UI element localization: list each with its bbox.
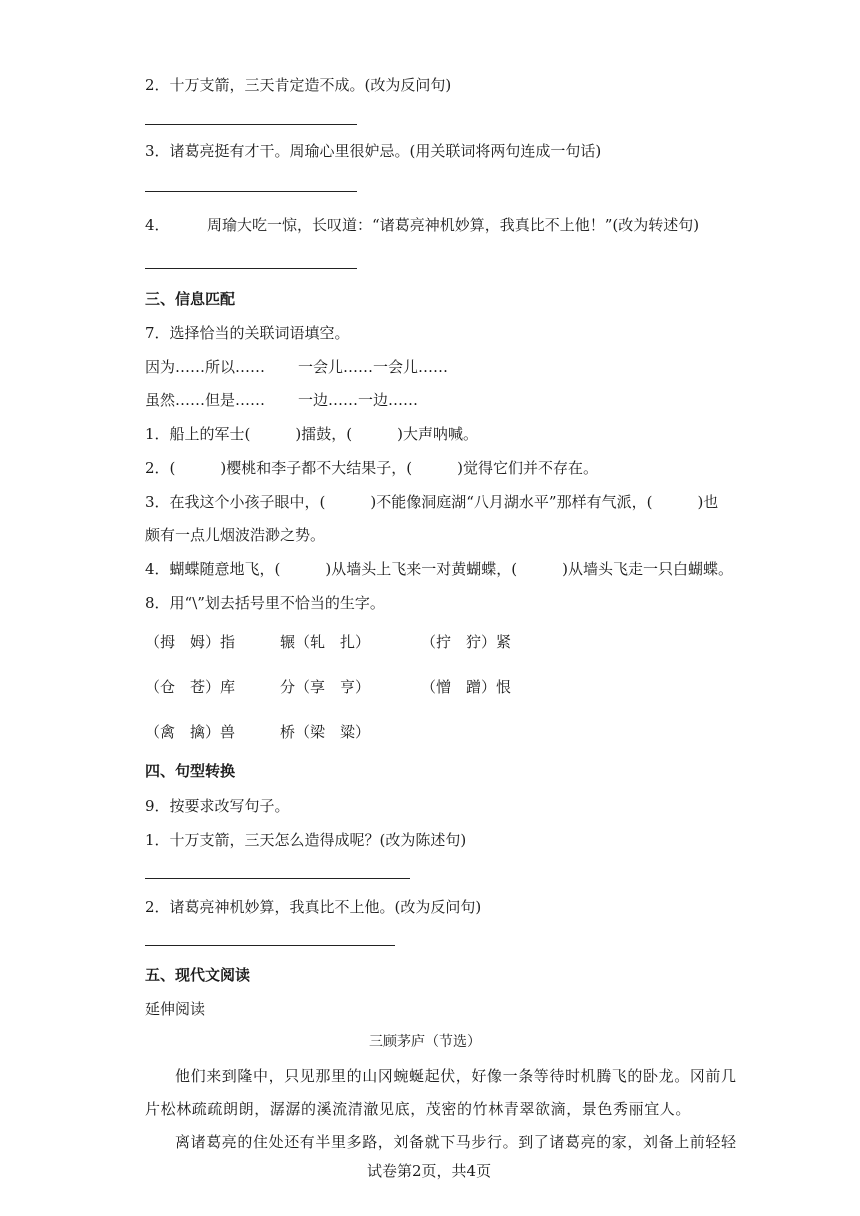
fill-item-1: 1．船上的军士( )擂鼓，( )大声呐喊。: [145, 425, 478, 443]
question-7: 7．选择恰当的关联词语填空。: [145, 324, 350, 342]
option-4: 一边……一边……: [298, 391, 419, 409]
option-2: 一会儿……一会儿……: [298, 358, 449, 376]
fill-item-3: 3．在我这个小孩子眼中，( )不能像洞庭湖“八月湖水平”那样有气派，( )也: [145, 493, 719, 511]
fill-item-3-cont: 颇有一点儿烟波浩渺之势。: [145, 526, 326, 544]
choice-1-2: 辗（轧 扎）: [280, 633, 371, 651]
answer-line[interactable]: [145, 945, 395, 946]
rewrite-item-1: 1．十万支箭，三天怎么造得成呢？(改为陈述句): [145, 831, 467, 849]
section-heading-5: 五、现代文阅读: [145, 966, 251, 984]
choice-3-2: 桥（梁 粱）: [280, 723, 371, 741]
question-2-1: 2．十万支箭，三天肯定造不成。(改为反问句): [145, 76, 452, 94]
rewrite-item-2: 2．诸葛亮神机妙算，我真比不上他。(改为反问句): [145, 898, 482, 916]
option-3: 虽然……但是……: [145, 391, 266, 409]
passage-paragraph-1: 他们来到隆中，只见那里的山冈蜿蜒起伏，好像一条等待时机腾飞的卧龙。冈前几: [175, 1067, 737, 1085]
page-footer: 试卷第2页，共4页: [367, 1162, 492, 1180]
answer-line[interactable]: [145, 124, 357, 125]
choice-2-3: （憎 蹭）恨: [421, 678, 512, 696]
choice-2-2: 分（享 亨）: [280, 678, 371, 696]
section-heading-4: 四、句型转换: [145, 762, 236, 780]
section-heading-3: 三、信息匹配: [145, 290, 236, 308]
question-9: 9．按要求改写句子。: [145, 797, 290, 815]
answer-line[interactable]: [145, 191, 357, 192]
question-2-2: 3．诸葛亮挺有才干。周瑜心里很妒忌。(用关联词将两句连成一句话): [145, 142, 602, 160]
passage-paragraph-1-cont: 片松林疏疏朗朗，潺潺的溪流清澈见底，茂密的竹林青翠欲滴，景色秀丽宜人。: [145, 1100, 692, 1118]
answer-line[interactable]: [145, 268, 357, 269]
passage-paragraph-2: 离诸葛亮的住处还有半里多路，刘备就下马步行。到了诸葛亮的家，刘备上前轻轻: [175, 1133, 737, 1151]
subheading: 延伸阅读: [145, 1000, 206, 1018]
choice-1-3: （拧 狞）紧: [421, 633, 512, 651]
question-2-3: 4． 周瑜大吃一惊，长叹道：“诸葛亮神机妙算，我真比不上他！”(改为转述句): [145, 216, 700, 234]
question-8: 8．用“\”划去括号里不恰当的生字。: [145, 594, 385, 612]
fill-item-4: 4．蝴蝶随意地飞，( )从墙头上飞来一对黄蝴蝶，( )从墙头飞走一只白蝴蝶。: [145, 560, 733, 578]
choice-1-1: （拇 姆）指: [145, 633, 236, 651]
option-1: 因为……所以……: [145, 358, 266, 376]
choice-2-1: （仓 苍）库: [145, 678, 236, 696]
answer-line[interactable]: [145, 878, 410, 879]
choice-3-1: （禽 擒）兽: [145, 723, 236, 741]
passage-title: 三顾茅庐（节选）: [369, 1034, 481, 1050]
fill-item-2: 2．( )樱桃和李子都不大结果子，( )觉得它们并不存在。: [145, 459, 598, 477]
